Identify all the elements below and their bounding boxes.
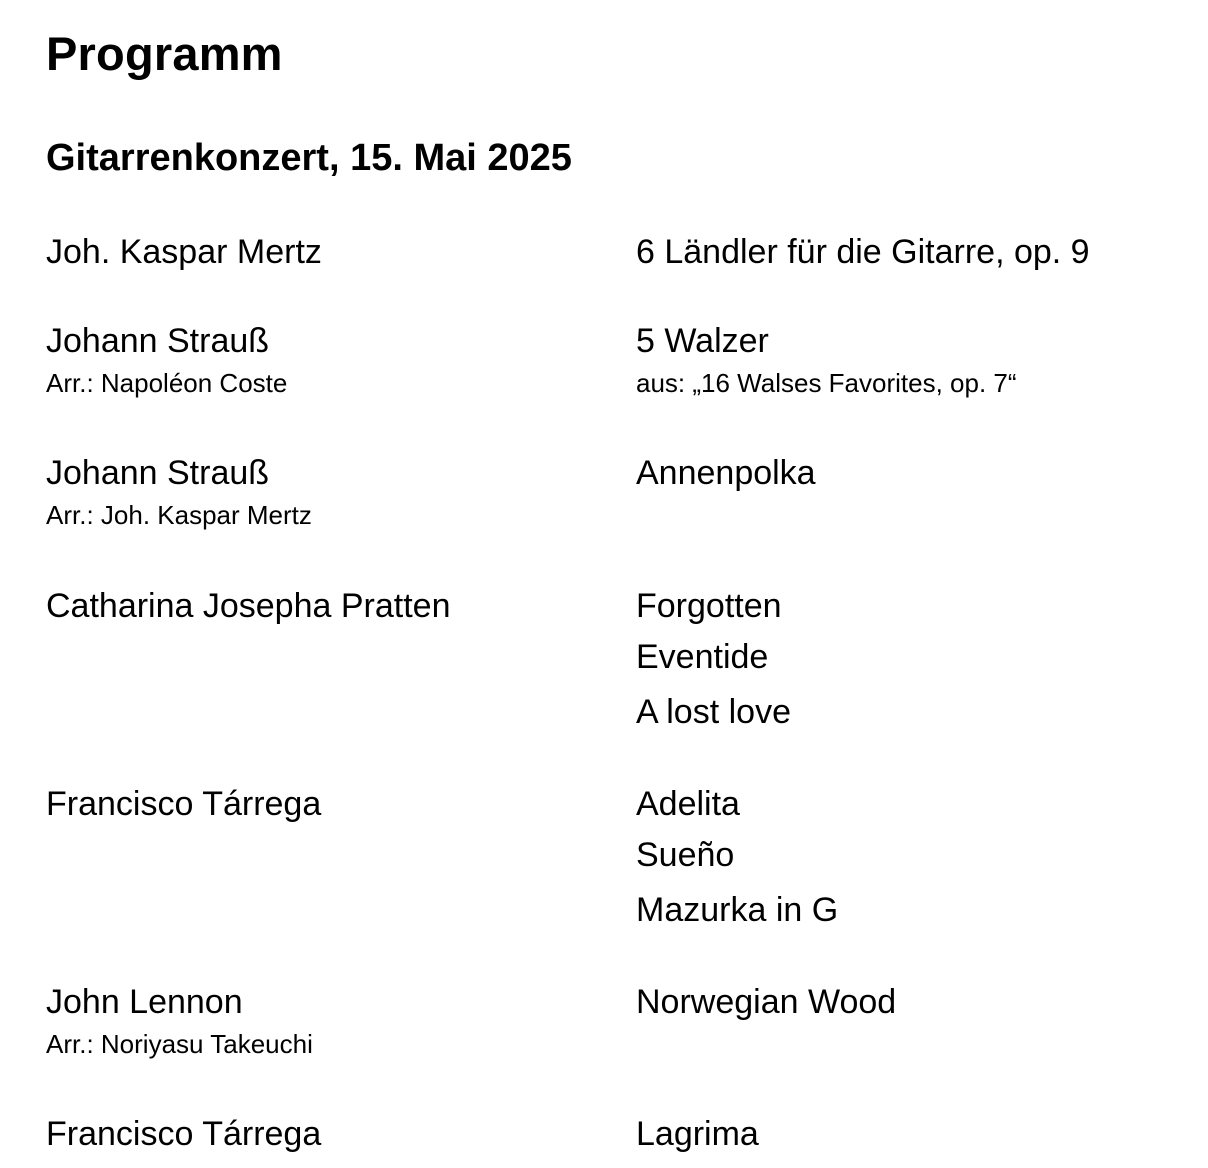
arranger-name: Arr.: Napoléon Coste bbox=[46, 368, 288, 398]
work-title: Annenpolka bbox=[636, 454, 816, 492]
work-source: aus: „16 Walses Favorites, op. 7“ bbox=[636, 368, 1017, 398]
composer-name: Joh. Kaspar Mertz bbox=[46, 233, 322, 271]
composer-name: Francisco Tárrega bbox=[46, 1115, 322, 1153]
work-title: Norwegian Wood bbox=[636, 983, 897, 1021]
composer-column bbox=[46, 1110, 616, 1158]
works-column bbox=[636, 228, 1196, 276]
composer-column bbox=[46, 780, 616, 828]
composer-column bbox=[46, 317, 616, 401]
work-title: Lagrima bbox=[636, 1115, 759, 1153]
composer-name: Johann Strauß bbox=[46, 454, 270, 492]
composer-name: Francisco Tárrega bbox=[46, 785, 322, 823]
work-title: Forgotten bbox=[636, 587, 782, 625]
composer-column bbox=[46, 228, 616, 276]
work-title: Eventide bbox=[636, 638, 769, 676]
composer-column bbox=[46, 582, 616, 630]
work-title: 5 Walzer bbox=[636, 322, 769, 360]
concert-subtitle: Gitarrenkonzert, 15. Mai 2025 bbox=[46, 137, 572, 179]
page-title: Programm bbox=[46, 27, 283, 80]
works-column bbox=[636, 1110, 1196, 1158]
work-title: 6 Ländler für die Gitarre, op. 9 bbox=[636, 233, 1090, 271]
works-column bbox=[636, 978, 1196, 1026]
composer-column bbox=[46, 978, 616, 1062]
composer-name: Johann Strauß bbox=[46, 322, 270, 360]
composer-name: John Lennon bbox=[46, 983, 243, 1021]
work-title: Mazurka in G bbox=[636, 891, 839, 929]
works-column bbox=[636, 449, 1196, 497]
arranger-name: Arr.: Noriyasu Takeuchi bbox=[46, 1029, 313, 1059]
composer-name: Catharina Josepha Pratten bbox=[46, 587, 451, 625]
works-column bbox=[636, 780, 1196, 938]
work-title: Sueño bbox=[636, 836, 735, 874]
work-title: Adelita bbox=[636, 785, 740, 823]
arranger-name: Arr.: Joh. Kaspar Mertz bbox=[46, 500, 312, 530]
composer-column bbox=[46, 449, 616, 533]
work-title: A lost love bbox=[636, 693, 791, 731]
works-column bbox=[636, 317, 1196, 401]
works-column bbox=[636, 582, 1196, 740]
